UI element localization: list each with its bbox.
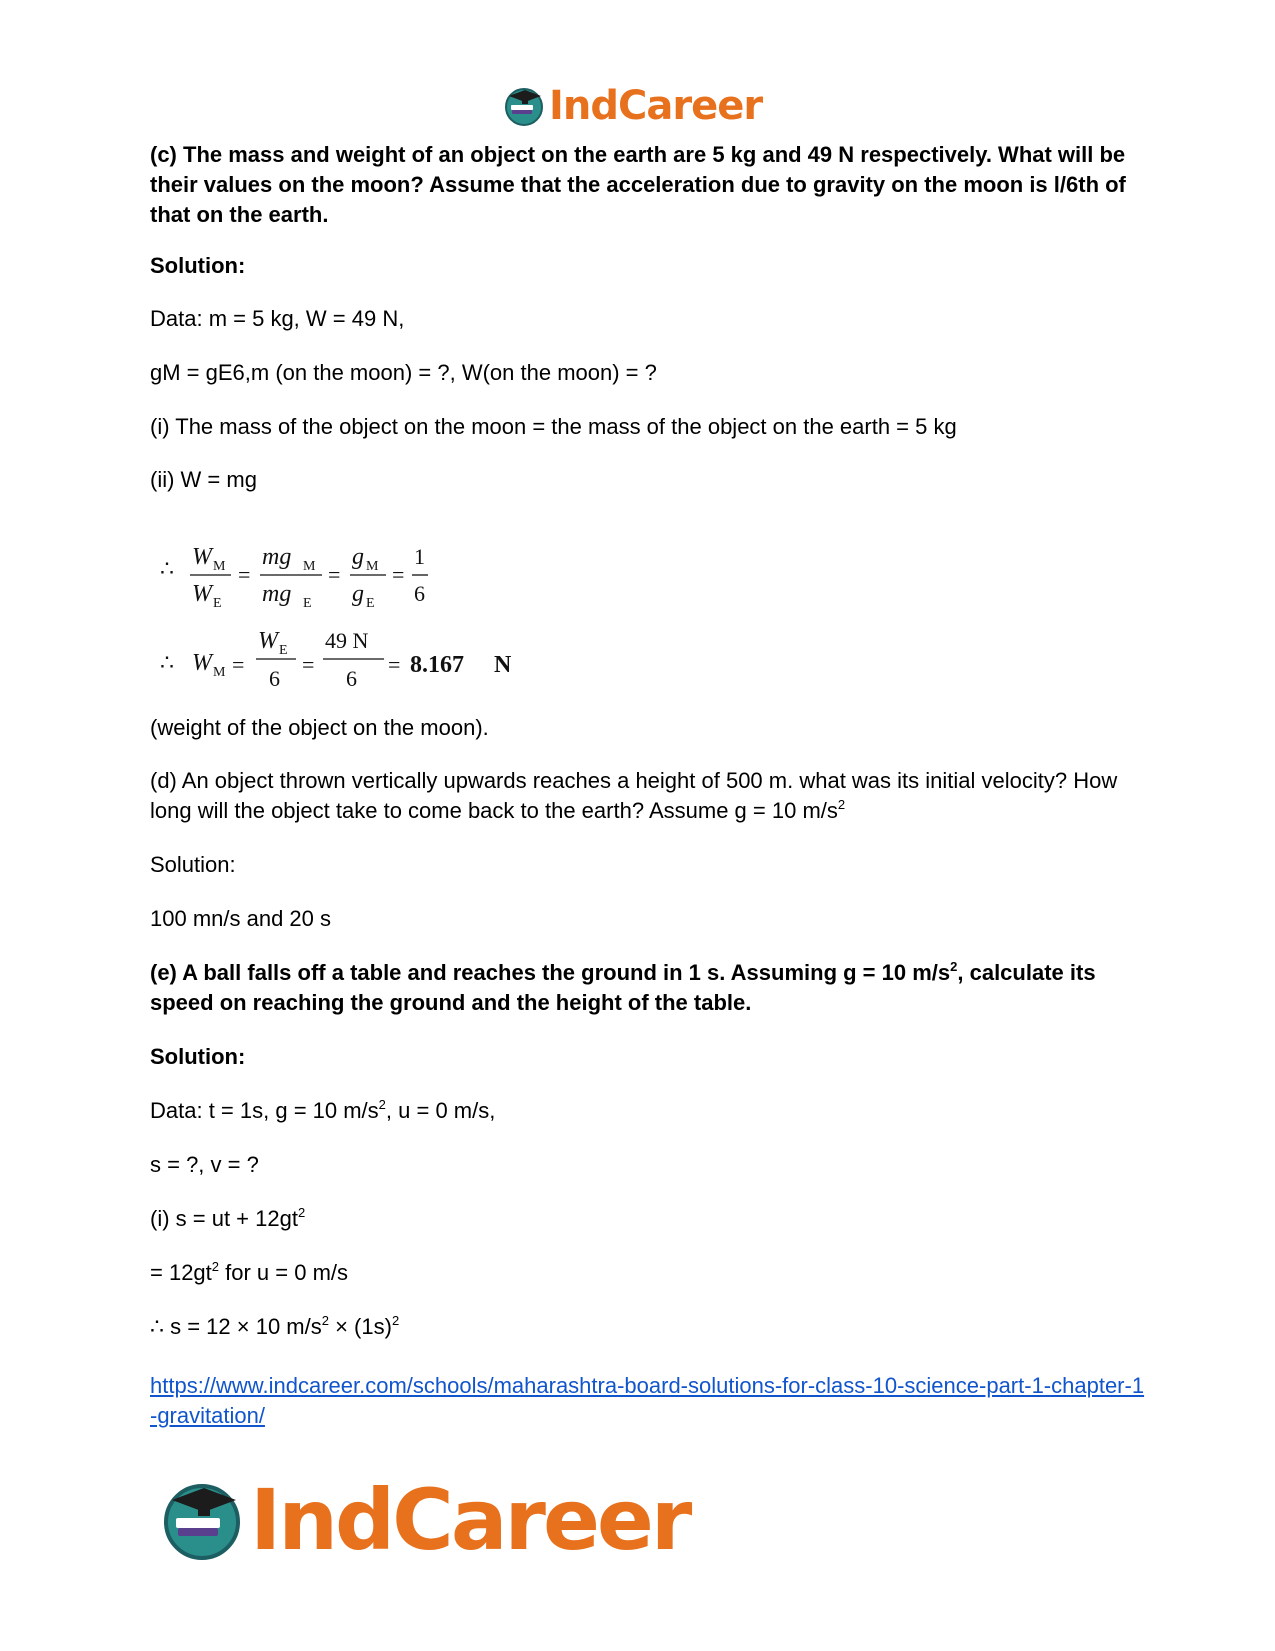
moon-weight-equation <box>158 540 548 700</box>
svg-text:W: W <box>192 544 212 570</box>
question-d: (d) An object thrown vertically upwards reaches a height of 500 m. what was its initial velocity? How long will the object take to come back to the earth? Assume g = 10 $m/s^2$ <box>150 768 1118 823</box>
question-e: (e) A ball falls off a table and reaches the ground in 1 s. Assuming g = 10 $m/s^2$, calculate its speed on reaching the ground and the height of the table. <box>150 959 1096 1015</box>
svg-text:=: = <box>302 652 315 677</box>
svg-text:=: = <box>232 652 245 677</box>
graduation-globe-icon <box>160 1478 244 1562</box>
step1-c: (i) The mass of the object on the moon = the mass of the object on the earth = 5 kg <box>150 414 957 439</box>
svg-text:=: = <box>388 652 401 677</box>
svg-text:mg: mg <box>262 581 292 607</box>
svg-text:M: M <box>366 559 379 574</box>
answer-d: 100 mn/s and 20 s <box>150 906 332 931</box>
unknowns-line-e: s = ?, v = ? <box>150 1152 259 1177</box>
svg-text:E: E <box>303 596 312 611</box>
svg-text:49 N: 49 N <box>325 628 369 653</box>
source-link[interactable]: https://www.indcareer.com/schools/maharashtra-board-solutions-for-class-10-science-part-1-chapter-1-gravitation/ <box>150 1373 1145 1428</box>
solution-label-c: Solution: <box>150 253 246 278</box>
svg-text:W: W <box>192 581 212 607</box>
svg-text:g: g <box>352 544 364 570</box>
svg-text:mg: mg <box>262 544 292 570</box>
svg-text:g: g <box>352 581 364 607</box>
step2-e: = $12gt^2$ for u = 0 m/s <box>150 1259 349 1285</box>
svg-text:6: 6 <box>269 666 280 691</box>
svg-text:1: 1 <box>414 544 425 569</box>
equation-result: 8.167 <box>410 652 464 678</box>
svg-text:M: M <box>213 665 226 680</box>
svg-text:∴: ∴ <box>160 650 174 675</box>
svg-text:E: E <box>279 643 288 658</box>
conclusion-c: (weight of the object on the moon). <box>150 715 489 740</box>
svg-text:=: = <box>328 562 341 587</box>
unknowns-line-c: gM = gE6,m (on the moon) = ?, W(on the moon) = ? <box>150 360 657 385</box>
step1-e: (i) s = ut + $12gt^2$ <box>150 1205 306 1231</box>
svg-text:E: E <box>366 596 375 611</box>
indcareer-logo-bottom <box>160 1470 689 1570</box>
source-link-paragraph <box>150 1371 1150 1431</box>
svg-text:=: = <box>392 562 405 587</box>
svg-text:6: 6 <box>346 666 357 691</box>
step2-c: (ii) W = mg <box>150 467 257 492</box>
data-line-e: Data: t = 1s, g = 10 $m/s^2$, u = 0 m/s, <box>150 1097 496 1123</box>
svg-text:M: M <box>213 559 226 574</box>
svg-text:N: N <box>494 652 512 678</box>
data-line-c: Data: m = 5 kg, W = 49 N, <box>150 306 405 331</box>
solution-label-d: Solution: <box>150 852 236 877</box>
svg-text:E: E <box>213 596 222 611</box>
therefore-symbol: ∴ <box>160 556 174 581</box>
svg-text:W: W <box>192 650 212 676</box>
svg-text:M: M <box>303 559 316 574</box>
step3-e: ∴ s = 12 × 10 $m/s^2 \times (1s)^2$ <box>150 1313 400 1339</box>
solution-label-e: Solution: <box>150 1044 246 1069</box>
question-c: (c) The mass and weight of an object on the earth are 5 kg and 49 N respectively. What will be their values on the moon? Assume that the acceleration due to gravity on the moon is l/6th of that on the earth. <box>150 142 1126 227</box>
svg-text:=: = <box>238 562 251 587</box>
brand-name: IndCareer <box>549 83 763 129</box>
brand-name: IndCareer <box>250 1471 690 1569</box>
svg-text:W: W <box>258 628 278 654</box>
indcareer-logo-top <box>503 80 762 132</box>
graduation-globe-icon <box>503 85 545 127</box>
svg-text:6: 6 <box>414 581 425 606</box>
